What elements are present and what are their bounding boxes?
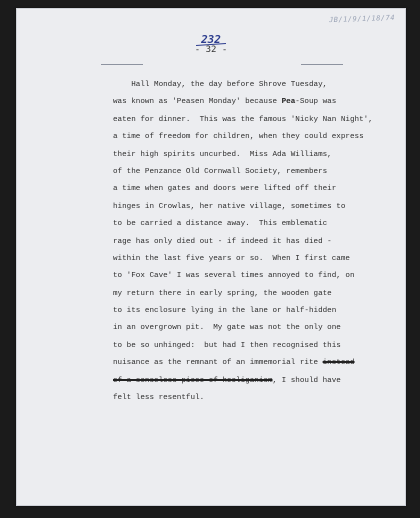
text-segment: was known as 'Peasen Monday' because <box>113 98 282 107</box>
text-line <box>113 268 399 285</box>
text-line <box>113 251 399 268</box>
text-segment: felt less resentful. <box>113 394 205 403</box>
text-segment: to be carried a distance away. This emblematic <box>113 220 328 229</box>
text-line <box>113 390 399 407</box>
text-segment: of the Penzance Old Cornwall Society, remembers <box>113 167 328 176</box>
text-segment: to its enclosure lying in the lane or half-hidden <box>113 307 337 316</box>
text-segment: Hall Monday, the day before Shrove Tuesday, <box>113 81 328 89</box>
text-line <box>113 164 399 181</box>
text-line <box>113 373 399 390</box>
text-line <box>113 286 399 303</box>
text-segment: rage has only died out - if indeed it has died - <box>113 237 332 246</box>
text-segment: a time of freedom for children, when they could express <box>113 133 364 142</box>
text-line <box>113 181 399 198</box>
text-line <box>113 320 399 337</box>
text-segment: nuisance as the remnant of an immemorial rite <box>113 359 323 368</box>
text-segment: hinges in Crowlas, her native village, sometimes to <box>113 202 346 211</box>
text-line <box>113 147 399 164</box>
text-line <box>113 77 399 94</box>
text-line <box>113 129 399 146</box>
text-line <box>113 94 399 111</box>
text-line <box>113 112 399 129</box>
text-segment: my return there in early spring, the wooden gate <box>113 289 332 298</box>
archive-reference: JB/1/9/1/18/74 <box>328 13 396 25</box>
text-line <box>113 338 399 355</box>
text-segment: eaten for dinner. This was the famous 'Nicky Nan Night', <box>113 115 373 124</box>
text-segment: a time when gates and doors were lifted off their <box>113 185 337 194</box>
text-line <box>113 355 399 372</box>
divider-right <box>301 64 343 65</box>
text-segment: , I should have <box>272 376 341 385</box>
text-line <box>113 216 399 233</box>
text-segment: within the last five years or so. When I first came <box>113 254 350 263</box>
text-segment: their high spirits uncurbed. Miss Ada Williams, <box>113 150 332 159</box>
typed-page-number: - 32 - <box>194 45 228 55</box>
divider-left <box>101 64 143 65</box>
typescript-body <box>113 77 399 407</box>
text-line <box>113 199 399 216</box>
handwritten-page-number: 232 <box>17 33 405 45</box>
text-segment: -Soup was <box>295 98 337 107</box>
struck-through-text: instead <box>322 359 355 368</box>
text-line <box>113 303 399 320</box>
text-line <box>113 234 399 251</box>
handwritten-insertion: Pea <box>281 98 296 107</box>
struck-through-text: of a senseless piece of hooliganism <box>113 376 273 385</box>
document-page <box>16 8 406 506</box>
text-segment: to 'Fox Cave' I was several times annoyed to find, on <box>113 272 355 281</box>
text-segment: in an overgrown pit. My gate was not the only one <box>113 324 341 333</box>
text-segment: to be so unhinged: but had I then recognised this <box>113 341 341 350</box>
